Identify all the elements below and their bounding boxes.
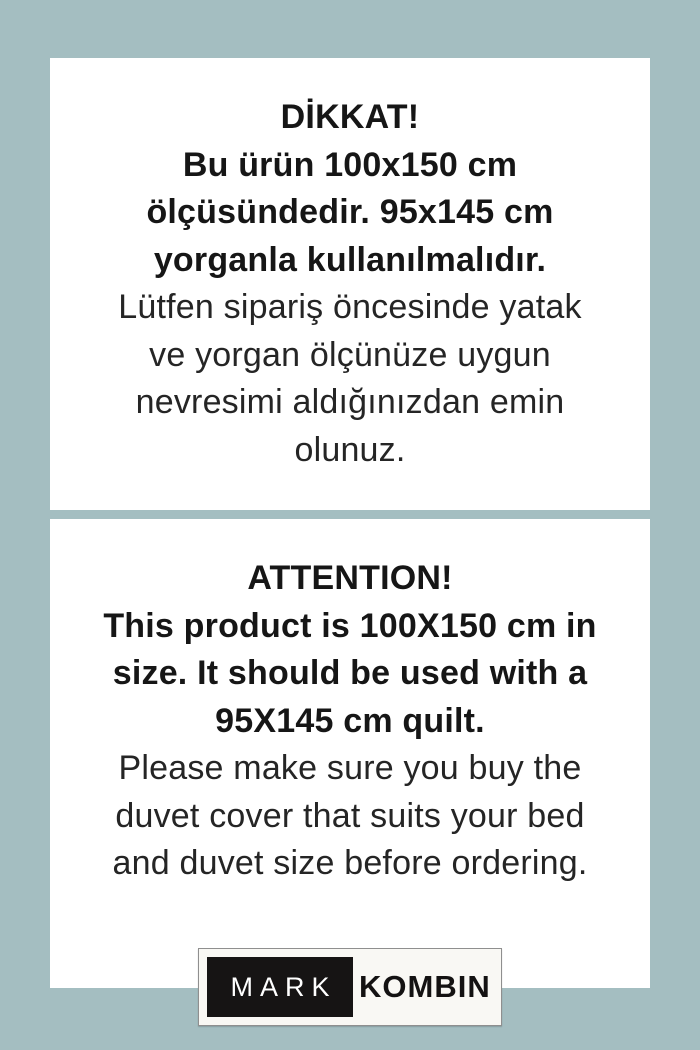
notice-line: nevresimi aldığınızdan emin <box>135 383 565 421</box>
turkish-notice-card <box>50 58 650 510</box>
notice-heading-en: ATTENTION! <box>247 559 453 597</box>
notice-line: size. It should be used with a <box>112 654 588 692</box>
notice-line: Please make sure you buy the <box>118 749 582 787</box>
turkish-notice-body-block <box>50 284 650 474</box>
notice-line: duvet cover that suits your bed <box>115 796 585 835</box>
notice-line: ve yorgan ölçünüze uygun <box>149 335 551 374</box>
notice-line: ölçüsündedir. 95x145 cm <box>146 193 554 231</box>
turkish-notice-heading-block <box>50 94 650 284</box>
english-notice-heading-block <box>50 555 650 745</box>
notice-line: 95X145 cm quilt. <box>215 701 485 740</box>
notice-heading-tr: DİKKAT! <box>280 98 420 136</box>
notice-line: yorganla kullanılmalıdır. <box>153 240 547 279</box>
brand-logo <box>198 948 502 1026</box>
logo-kombin-text: KOMBIN <box>359 969 491 1004</box>
notice-line: Bu ürün 100x150 cm <box>182 145 518 184</box>
notice-line: Lütfen sipariş öncesinde yatak <box>118 288 582 326</box>
notice-line: olunuz. <box>294 430 406 469</box>
notice-line: and duvet size before ordering. <box>112 844 588 882</box>
logo-mark-panel <box>207 957 353 1017</box>
english-notice-body-block <box>50 745 650 888</box>
english-notice-card <box>50 519 650 988</box>
notice-line: This product is 100X150 cm in <box>103 606 597 645</box>
logo-mark-text: MARK <box>230 971 337 1002</box>
